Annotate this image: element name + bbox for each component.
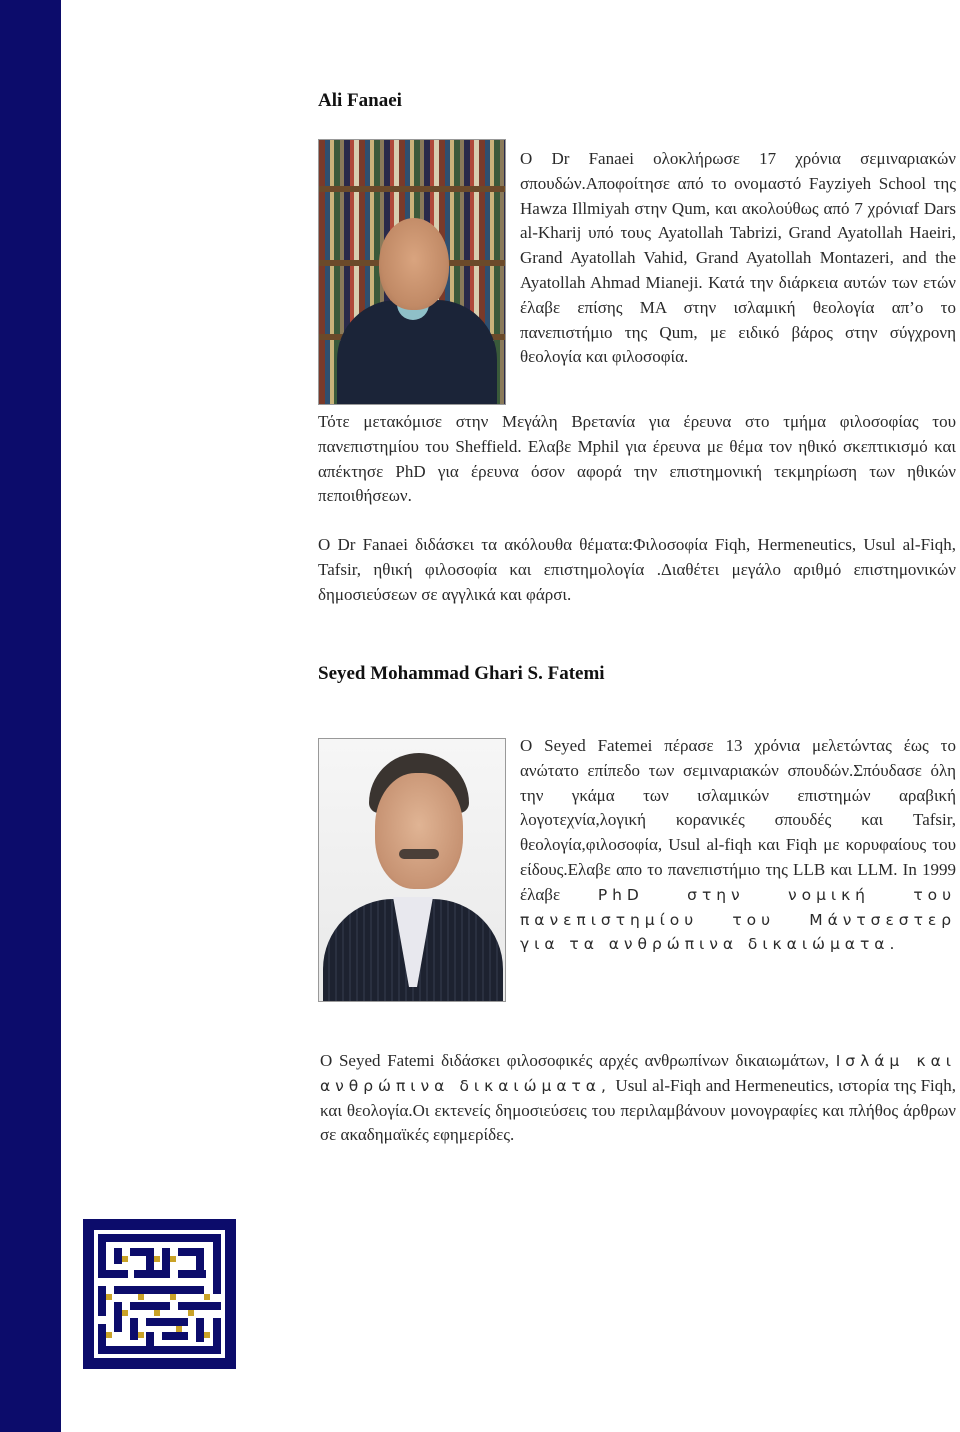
logo [83,1219,236,1369]
bio-paragraph-2-text: Ο Seyed Fatemei πέρασε 13 χρόνια μελετώντας έως το ανώτατο επίπεδο των σεμιναριακών σπουδών.Σπόυδασε όλη την γκάμα των ισλαμικών επιστημών αραβική λογοτεχνία,λογική κορανικές σπουδές και Tafsir, θεολογία,φιλοσοφία, Usul al-fiqh και Fiqh με κορυφαίους του είδους.Ελαβε απο το πανεπιστήμιο της LLB και LLM. In 1999 έλαβε [520,736,956,904]
bio-paragraph-2-second-b: Usul al-Fiqh and Hermeneutics, ιστορία της Fiqh, και θεολογία.Οι εκτενείς δημοσιεύσεις του περιλαμβάνουν μονογραφίες και πλήθος άρθρων σε ακαδημαϊκές εφημερίδες. [320,1075,956,1145]
photo-seyed-fatemi [318,738,506,1002]
bio-paragraph-1-third: Ο Dr Fanaei διδάσκει τα ακόλουθα θέματα:Φιλοσοφία Fiqh, Hermeneutics, Usul al-Fiqh, Tafsir, ηθική φιλοσοφία και επιστημολογία .Διαθέτει μεγάλο αριθμό επιστημονικών δημοσιεύσεων σε αγγλικά και φάρσι. [318,535,956,604]
bio-paragraph-2-second-a: Ο Seyed Fatemi διδάσκει φιλοσοφικές αρχές ανθρωπίνων δικαιωμάτων, [320,1051,830,1070]
left-sidebar-bar [0,0,61,1432]
bio-paragraph-2-side [520,734,956,957]
bio-paragraph-1-side: Ο Dr Fanaei ολοκλήρωσε 17 χρόνια σεμιναριακών σπουδών.Αποφοίτησε από το ονομαστό Fayziyeh School της Hawza Illmiyah στην Qum, και ακολούθως από 7 χρόνιαf Dars al-Kharij υπό τους Ayatollah Tabrizi, Grand Ayatollah Haeiri, Grand Ayatollah Vahid, Grand Ayatollah Montazeri, and the Ayatollah Ahmad Mianeji. Κατά την διάρκεια αυτών των ετών έλαβε επίσης MA στην ισλαμική θεολογία απ’ο το πανεπιστήμιο της Qum, με ειδικό βάρος στην σύγχρονη θεολογία και φιλοσοφία. [520,149,956,367]
mustache [399,849,439,859]
person-name-1: Ali Fanaei [318,90,402,111]
bio-paragraph-1-second: Τότε μετακόμισε στην Μεγάλη Βρετανία για έρευνα στο τμήμα φιλοσοφίας του πανεπιστημίου του Sheffield. Ελαβε Mphil για έρευνα με θέμα τον ηθικό σκεπτικισμό και απέκτησε PhD για έρευνα όσον αφορά την επιστημονική τεκμηρίωση των ηθικών πεποιθήσεων. [318,412,956,506]
bio-paragraph-2-spaced-text: PhD στην νομική του πανεπιστημίου του Μάντσεστερ για τα ανθρώπινα δικαιώματα. [520,885,956,954]
photo-ali-fanaei [318,139,506,405]
bio-paragraph-2-second-spaced: Ισλάμ και ανθρώπινα δικαιώματα, [320,1052,957,1095]
bookshelf [319,186,505,192]
person-name-2: Seyed Mohammad Ghari S. Fatemi [318,663,605,684]
bio-paragraph-2-second [320,1049,956,1148]
kufic-logo-icon [94,1230,225,1358]
face [375,773,463,889]
face [379,218,449,310]
